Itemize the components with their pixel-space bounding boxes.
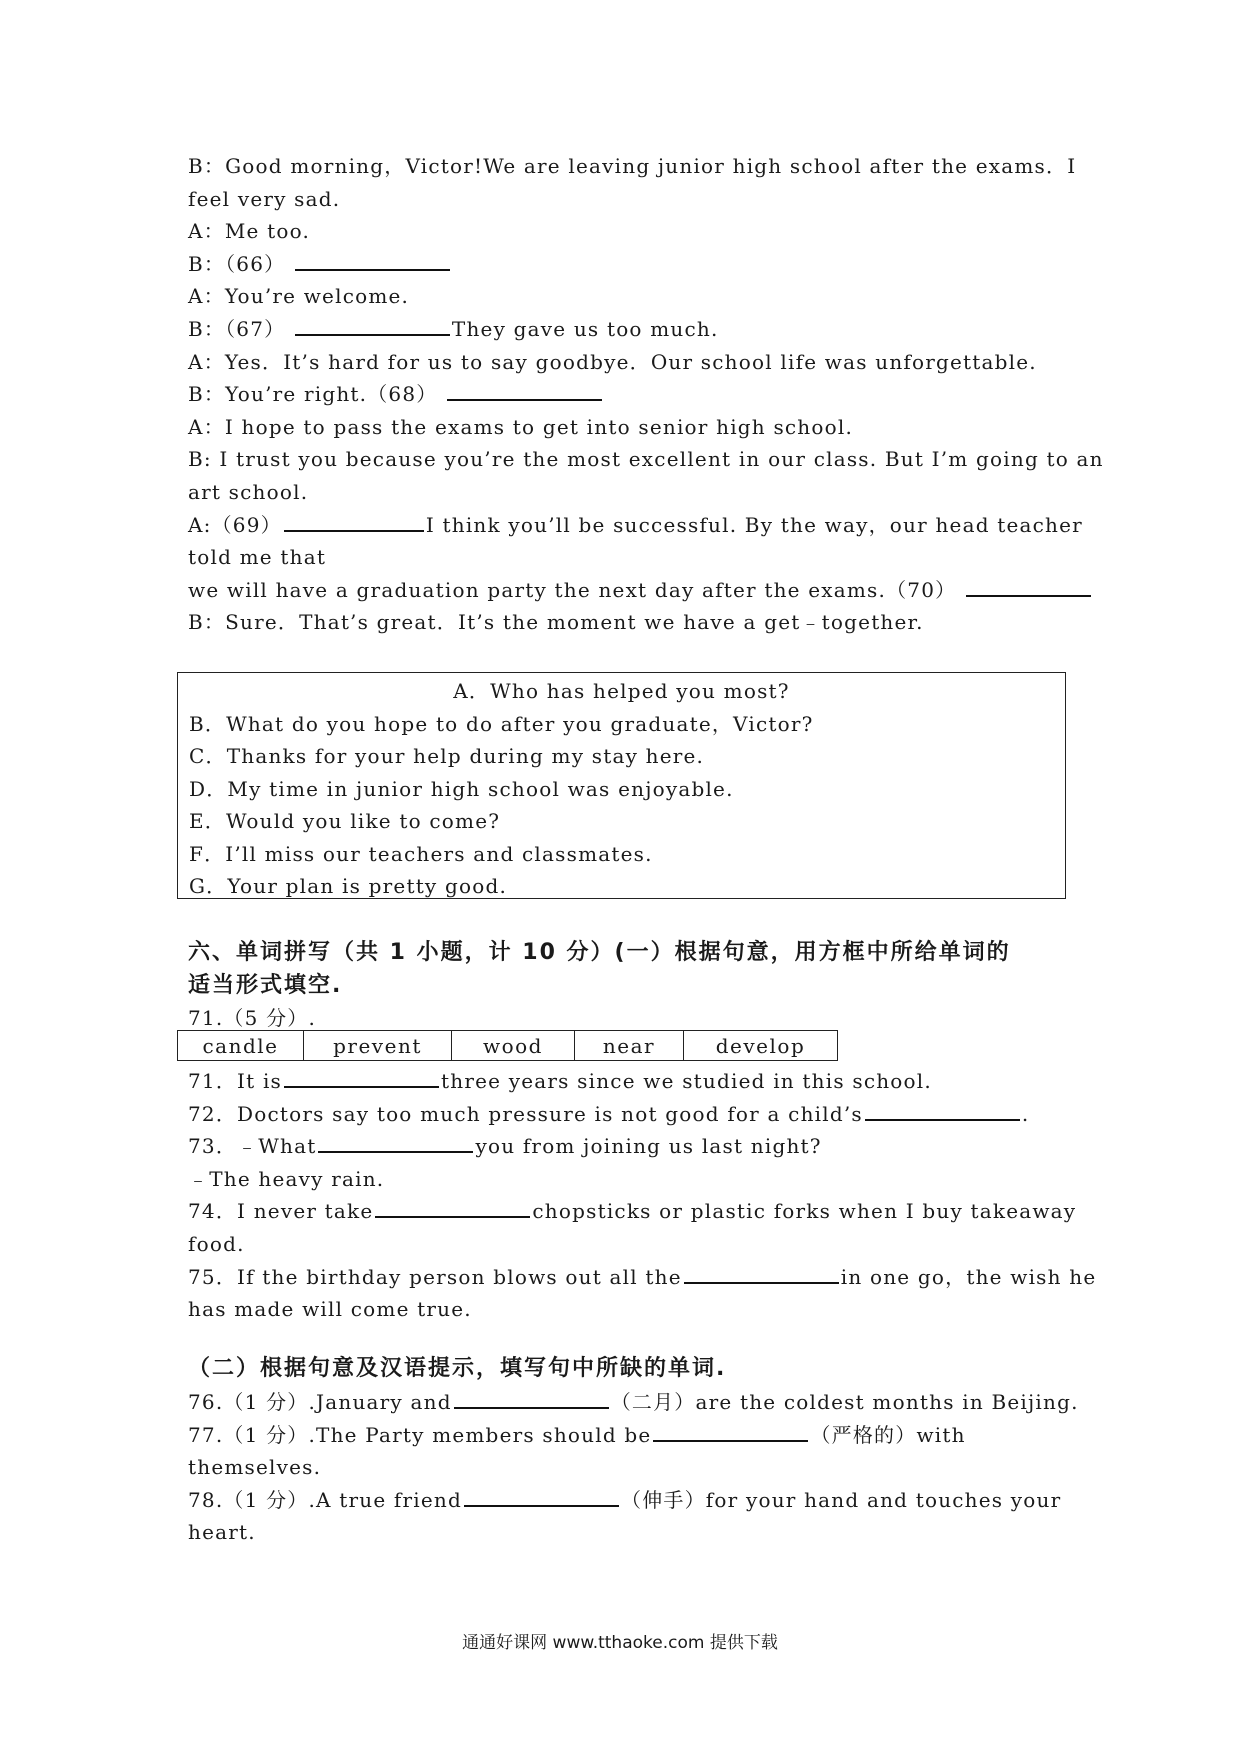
option-a: A．Who has helped you most? [453,679,790,703]
word-cell: develop [684,1031,838,1061]
question-text: （二月）are the coldest months in Beijing. [610,1390,1079,1414]
hint-questions [188,1386,1079,1549]
dialogue-line: feel very sad. [188,186,341,211]
answer-blank-73[interactable] [318,1133,473,1153]
answer-blank-68[interactable] [447,381,602,401]
question-text: 77.（1 分）.The Party members should be [188,1422,652,1447]
question-72 [188,1098,1068,1131]
question-number-69: A:（69） [188,512,282,537]
question-text: you from joining us last night? [475,1134,822,1159]
question-text: 75．If the birthday person blows out all the [188,1264,682,1289]
option-g: G．Your plan is pretty good. [189,874,508,898]
dialogue-line [188,248,1068,281]
question-number-68: B：You’re right.（68） [188,382,438,407]
question-74 [188,1195,1077,1228]
question-text: 74．I never take [188,1199,374,1224]
question-77-cont: themselves. [188,1455,322,1480]
question-number-67: B：（67） [188,316,286,341]
dialogue-text: They gave us too much. [451,316,719,341]
question-73 [188,1130,1068,1163]
page-footer: 通通好课网 www.tthaoke.com 提供下载 [462,1633,778,1653]
dialogue-line: A：I hope to pass the exams to get into senior high school. [188,414,854,439]
dialogue-line: A：Me too. [188,219,311,244]
answer-blank-72[interactable] [865,1101,1020,1121]
question-text: three years since we studied in this school. [441,1069,932,1093]
dialogue-line: art school. [188,479,309,504]
question-text: 72．Doctors say too much pressure is not good for a child’s [188,1101,863,1126]
question-number-70: we will have a graduation party the next day after the exams.（70） [188,577,957,602]
dialogue-line [188,509,1083,542]
dialogue-text: I think you’ll be successful. By the way，our head teacher [425,512,1083,537]
question-73-answer: ﹣The heavy rain. [188,1166,385,1191]
question-text: （伸手）for your hand and touches your [621,1487,1062,1512]
word-cell: near [575,1031,684,1061]
question-text: . [1021,1101,1030,1126]
answer-blank-76[interactable] [454,1389,609,1409]
question-text: （严格的）with [810,1422,966,1447]
dialogue-line [188,378,1068,411]
option-d: D．My time in junior high school was enjoyable. [189,776,734,801]
answer-blank-75[interactable] [684,1264,839,1284]
option-c: C．Thanks for your help during my stay here. [189,744,705,768]
question-number-66: B：（66） [188,251,286,276]
question-75 [188,1261,1097,1294]
dialogue-line: A：Yes．It’s hard for us to say goodbye．Our school life was unforgettable. [188,349,1037,374]
question-text: 71．It is [188,1069,283,1093]
answer-blank-66[interactable] [295,251,450,271]
option-f: F．I’ll miss our teachers and classmates. [189,841,653,866]
dialogue-section [188,150,1104,639]
dialogue-line: B: I trust you because you’re the most excellent in our class. But I’m going to an [188,447,1104,472]
question-77 [188,1419,1068,1452]
answer-blank-77[interactable] [653,1422,808,1442]
word-box [177,1030,838,1061]
answer-blank-70[interactable] [966,577,1091,597]
question-75-cont: has made will come true. [188,1297,472,1322]
word-cell: prevent [304,1031,452,1061]
dialogue-line: told me that [188,545,327,570]
question-heading: 71.（5 分）. [188,1006,317,1030]
word-cell: wood [452,1031,575,1061]
question-text: in one go，the wish he [840,1264,1097,1289]
section-title-2: （二）根据句意及汉语提示，填写句中所缺的单词. [188,1356,727,1381]
option-e: E．Would you like to come? [189,809,501,833]
question-74-cont: food. [188,1231,245,1256]
dialogue-line: B：Good morning，Victor!We are leaving junior high school after the exams．I [188,154,1077,178]
question-71 [188,1065,1068,1098]
dialogue-line [188,313,1068,346]
question-76 [188,1386,1079,1419]
answer-blank-67[interactable] [295,316,450,336]
section-title: 六、单词拼写（共 1 小题，计 10 分）(一）根据句意，用方框中所给单词的 [188,940,1011,965]
dialogue-line: B：Sure．That’s great．It’s the moment we have a get﹣together. [188,610,924,635]
answer-blank-78[interactable] [464,1487,619,1507]
section-title-cont: 适当形式填空. [188,973,343,998]
answer-blank-71[interactable] [284,1068,439,1088]
word-cell: candle [178,1031,304,1061]
question-text: 76.（1 分）.January and [188,1390,452,1414]
question-78 [188,1484,1068,1517]
question-text: 73．﹣What [188,1134,317,1159]
answer-blank-74[interactable] [375,1198,530,1218]
options-box [177,672,1066,899]
question-78-cont: heart. [188,1520,256,1545]
question-text: 78.（1 分）.A true friend [188,1487,462,1512]
word-spelling-questions [188,1065,1097,1326]
answer-blank-69[interactable] [284,512,424,532]
option-b: B．What do you hope to do after you graduate，Victor? [189,711,814,736]
question-text: chopsticks or plastic forks when I buy takeaway [532,1199,1077,1224]
dialogue-line: A：You’re welcome. [188,284,410,309]
dialogue-line [188,574,1068,607]
